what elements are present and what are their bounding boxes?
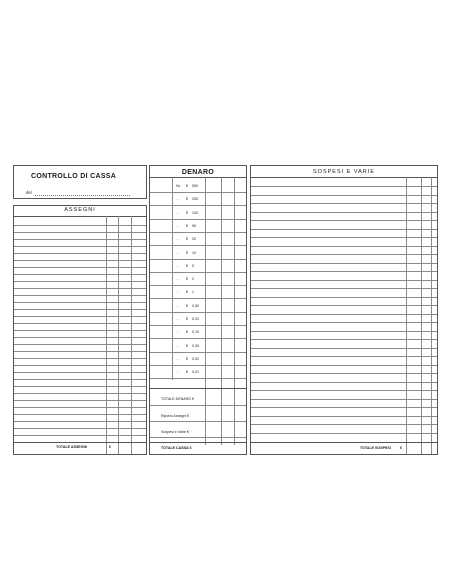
denomination-row-line [150, 312, 246, 313]
denomination-currency: € [186, 263, 188, 268]
controllo-di-cassa-box [13, 165, 147, 199]
nr-label: Nr. [176, 184, 181, 188]
sospesi-row-line [251, 220, 437, 221]
assegni-section [13, 205, 147, 455]
denomination-value: 0,05 [192, 343, 199, 348]
assegni-row-line [14, 288, 146, 289]
sospesi-total-row[interactable] [251, 442, 437, 454]
denomination-value: 1 [192, 290, 194, 295]
assegni-row-line [14, 246, 146, 247]
sospesi-row-line [251, 297, 437, 298]
sospesi-row-line [251, 254, 437, 255]
denomination-row-line [150, 352, 246, 353]
sospesi-col-divider [406, 177, 407, 454]
denomination-value: 0,10 [192, 330, 199, 335]
sospesi-row-line [251, 382, 437, 383]
denaro-summary-row-line [150, 437, 246, 438]
denomination-row-line [150, 378, 246, 379]
quantity-dash: - [177, 210, 179, 215]
sospesi-row-line [251, 212, 437, 213]
denomination-currency: € [186, 317, 188, 321]
quantity-dash: - [177, 343, 179, 348]
sospesi-row-line [251, 305, 437, 306]
date-field[interactable] [35, 195, 130, 196]
assegni-row-line [14, 386, 146, 387]
denomination-value: 2 [192, 277, 194, 282]
quantity-dash: - [177, 250, 179, 255]
sospesi-col-divider [421, 177, 422, 454]
denomination-currency: € [186, 197, 188, 202]
quantity-dash: - [177, 263, 179, 268]
totale-cassa-label: TOTALE CASSA € [161, 446, 192, 450]
assegni-row-line [14, 302, 146, 303]
assegni-row-line [14, 316, 146, 317]
denaro-header-rule [150, 177, 246, 178]
assegni-row-line [14, 393, 146, 394]
sospesi-row-line [251, 339, 437, 340]
assegni-row-line [14, 435, 146, 436]
assegni-row-line [14, 428, 146, 429]
sospesi-row-line [251, 271, 437, 272]
denomination-value: 0,20 [192, 317, 199, 321]
denomination-value: 100 [192, 210, 198, 215]
sospesi-row-line [251, 246, 437, 247]
sospesi-varie-label: Sospesi e Varie € [161, 430, 189, 434]
quantity-dash: - [177, 223, 179, 228]
assegni-row-line [14, 323, 146, 324]
assegni-row-line [14, 330, 146, 331]
quantity-dash: - [177, 330, 179, 335]
quantity-dash: - [177, 356, 179, 361]
sospesi-row-line [251, 322, 437, 323]
denomination-row-line [150, 232, 246, 233]
assegni-row-line [14, 232, 146, 233]
denomination-row-line [150, 245, 246, 246]
sospesi-row-line [251, 203, 437, 204]
denomination-value: 5 [192, 263, 194, 268]
assegni-row-line [14, 414, 146, 415]
denomination-currency: € [186, 356, 188, 361]
denomination-value: 50 [192, 223, 196, 228]
assegni-row-line [14, 239, 146, 240]
denomination-value: 0,50 [192, 303, 199, 308]
assegni-total-row[interactable] [14, 442, 146, 454]
date-label: del [26, 190, 32, 195]
totale-denaro-label: TOTALE DENARO € [161, 397, 195, 401]
denomination-value: 200 [192, 197, 198, 202]
quantity-dash: - [177, 290, 179, 295]
denomination-currency: € [186, 210, 188, 215]
sospesi-row-line [251, 237, 437, 238]
sospesi-row-line [251, 390, 437, 391]
assegni-row-line [14, 372, 146, 373]
assegni-header-rule [14, 216, 146, 217]
sospesi-header-rule [251, 177, 437, 178]
sospesi-row-line [251, 356, 437, 357]
sospesi-row-line [251, 280, 437, 281]
denomination-currency: € [186, 290, 188, 295]
sospesi-row-line [251, 288, 437, 289]
sospesi-row-line [251, 348, 437, 349]
sospesi-col-divider [431, 177, 432, 454]
denaro-col-divider [172, 177, 173, 380]
denomination-row-line [150, 365, 246, 366]
sospesi-row-line [251, 186, 437, 187]
denomination-currency: € [186, 184, 188, 188]
assegni-row-line [14, 351, 146, 352]
denomination-currency: € [186, 343, 188, 348]
assegni-row-line [14, 337, 146, 338]
assegni-row-line [14, 295, 146, 296]
denomination-currency: € [186, 237, 188, 242]
denomination-value: 500 [192, 184, 198, 188]
assegni-row-line [14, 400, 146, 401]
assegni-row-line [14, 344, 146, 345]
assegni-row-line [14, 267, 146, 268]
denomination-row-line [150, 205, 246, 206]
assegni-col-divider [131, 216, 132, 454]
denomination-value: 20 [192, 237, 196, 242]
sospesi-section [250, 165, 438, 455]
assegni-row-line [14, 253, 146, 254]
assegni-row-line [14, 379, 146, 380]
assegni-row-line [14, 260, 146, 261]
assegni-row-line [14, 407, 146, 408]
assegni-row-line [14, 421, 146, 422]
denomination-row-line [150, 298, 246, 299]
sospesi-row-line [251, 399, 437, 400]
denomination-value: 0,01 [192, 370, 199, 375]
assegni-row-line [14, 225, 146, 226]
sospesi-total-label: TOTALE SOSPESI [360, 446, 391, 450]
denomination-row-line [150, 192, 246, 193]
sospesi-row-line [251, 373, 437, 374]
sospesi-row-line [251, 229, 437, 230]
sospesi-row-line [251, 416, 437, 417]
riporto-assegni-label: Riporto Assegni € [161, 414, 190, 418]
sospesi-row-line [251, 424, 437, 425]
sospesi-row-line [251, 195, 437, 196]
sospesi-header: SOSPESI E VARIE [313, 169, 375, 175]
sospesi-total-currency: € [400, 446, 402, 450]
quantity-dash: - [177, 197, 179, 202]
assegni-row-line [14, 274, 146, 275]
assegni-col-divider [118, 216, 119, 454]
assegni-row-line [14, 365, 146, 366]
denomination-row-line [150, 272, 246, 273]
denomination-currency: € [186, 370, 188, 375]
denomination-currency: € [186, 223, 188, 228]
sospesi-row-line [251, 433, 437, 434]
denaro-summary-row-line [150, 405, 246, 406]
quantity-dash: - [177, 370, 179, 375]
denaro-summary-rule [150, 388, 246, 389]
denaro-section [149, 165, 247, 455]
denomination-row-line [150, 338, 246, 339]
assegni-total-currency: € [109, 445, 111, 449]
sospesi-row-line [251, 314, 437, 315]
assegni-row-line [14, 358, 146, 359]
sospesi-row-line [251, 331, 437, 332]
totale-cassa-row[interactable] [150, 442, 246, 454]
quantity-dash: - [177, 303, 179, 308]
denomination-value: 0,02 [192, 356, 199, 361]
quantity-dash: - [177, 277, 179, 282]
assegni-row-line [14, 281, 146, 282]
assegni-row-line [14, 309, 146, 310]
sospesi-row-line [251, 407, 437, 408]
denomination-value: 10 [192, 250, 196, 255]
denomination-currency: € [186, 277, 188, 282]
form-title: CONTROLLO DI CASSA [31, 173, 117, 180]
quantity-dash: - [177, 317, 179, 321]
assegni-col-divider [106, 216, 107, 454]
denomination-currency: € [186, 303, 188, 308]
assegni-header: ASSEGNI [64, 207, 96, 213]
quantity-dash: - [177, 237, 179, 242]
assegni-total-label: TOTALE ASSEGNI [56, 445, 88, 449]
denomination-currency: € [186, 250, 188, 255]
sospesi-row-line [251, 365, 437, 366]
denomination-row-line [150, 259, 246, 260]
denomination-currency: € [186, 330, 188, 335]
denomination-row-line [150, 219, 246, 220]
denaro-summary-row-line [150, 421, 246, 422]
sospesi-row-line [251, 263, 437, 264]
denomination-row-line [150, 285, 246, 286]
denomination-row-line [150, 325, 246, 326]
denaro-header: DENARO [181, 169, 215, 176]
